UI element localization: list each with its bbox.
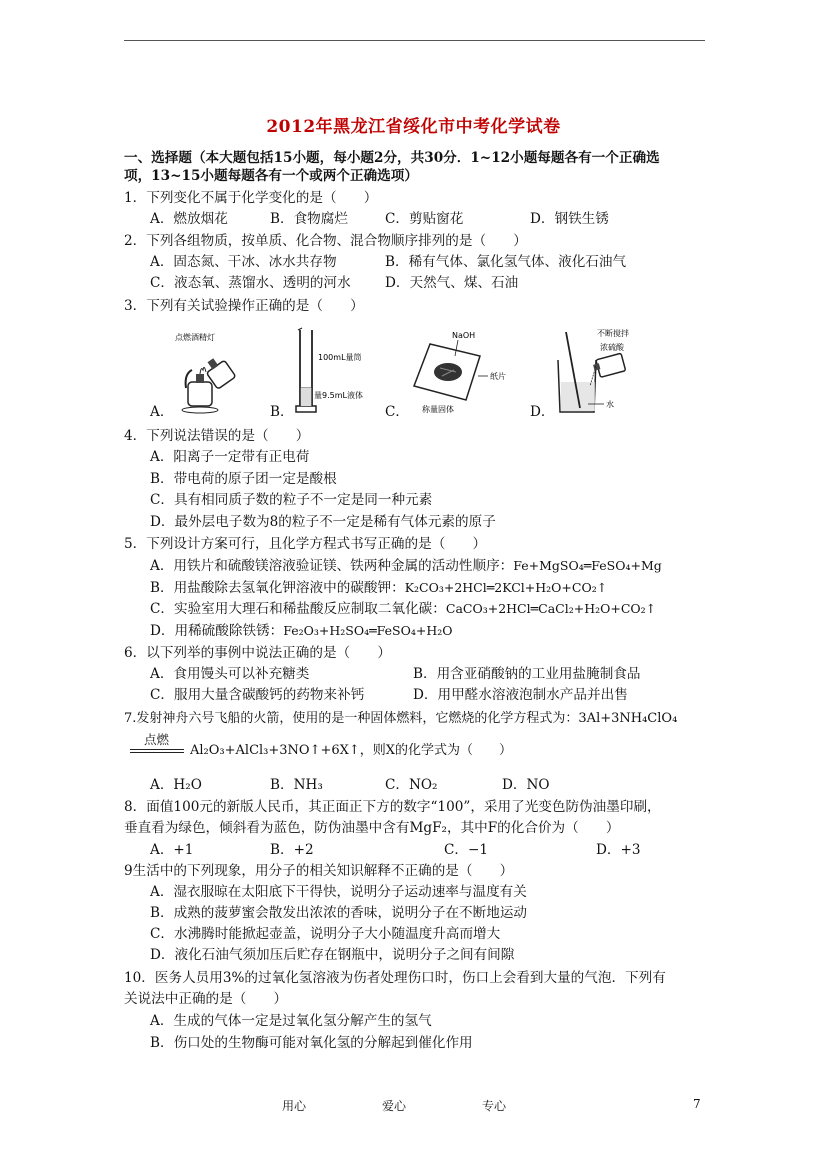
q10-line1: 10．医务人员用3%的过氧化氢溶液为伤者处理伤口时，伤口上会看到大量的气泡．下列有: [124, 970, 666, 986]
q7-condition-text: 点燃: [144, 732, 170, 747]
q10-option-b: B．伤口处的生物酶可能对氧化氢的分解起到催化作用: [150, 1035, 473, 1051]
q5-option-a-equation: Fe+MgSO₄═FeSO₄+Mg: [513, 558, 662, 573]
q4-stem: 4．下列说法错误的是（ ）: [124, 428, 310, 444]
q1-option-c: C．剪贴窗花: [385, 211, 464, 227]
q6-stem: 6．以下列举的事例中说法正确的是（ ）: [124, 645, 391, 661]
q3-option-b: B．: [270, 404, 294, 420]
exam-title: 2012年黑龙江省绥化市中考化学试卷: [266, 117, 561, 137]
q1-option-d: D．钢铁生锈: [530, 211, 609, 227]
q5-option-a-text: A．用铁片和硫酸镁溶液验证镁、铁两种金属的活动性顺序：: [150, 558, 514, 574]
q9-option-a: A．湿衣服晾在太阳底下干得快，说明分子运动速率与温度有关: [150, 884, 527, 900]
q2-option-d: D．天然气、煤、石油: [385, 275, 519, 291]
q7-reaction-condition: [130, 730, 184, 750]
q5-option-d-equation: Fe₂O₃+H₂SO₄═FeSO₄+H₂O: [283, 623, 453, 638]
q5-option-d: [150, 621, 452, 641]
q9-option-c: C．水沸腾时能掀起壶盖，说明分子大小随温度升高而增大: [150, 926, 501, 942]
q2-stem: 2．下列各组物质，按单质、化合物、混合物顺序排列的是（ ）: [124, 233, 527, 249]
footer-item-2: 爱心: [382, 1099, 407, 1113]
q1-stem: 1．下列变化不属于化学变化的是（ ）: [124, 190, 378, 206]
q4-option-a: A．阳离子一定带有正电荷: [150, 449, 310, 465]
q10-line2: 关说法中正确的是（ ）: [124, 991, 288, 1007]
q10-option-a: A．生成的气体一定是过氧化氢分解产生的氢气: [150, 1013, 432, 1029]
footer-item-3: 专心: [482, 1099, 507, 1113]
q5-option-c: [150, 599, 656, 619]
q2-option-b: B．稀有气体、氯化氢气体、液化石油气: [385, 254, 627, 270]
q6-option-c: C．服用大量含碳酸钙的药物来补钙: [150, 687, 365, 703]
q5-option-b: [150, 578, 607, 598]
q4-option-c: C．具有相同质子数的粒子不一定是同一种元素: [150, 492, 433, 508]
section-heading-line1: 一、选择题（本大题包括15小题，每小题2分，共30分．1~12小题每题各有一个正确选: [124, 150, 660, 166]
q8-option-d: D．+3: [596, 842, 641, 858]
q6-option-b: B．用含亚硝酸钠的工业用盐腌制食品: [413, 666, 641, 682]
q3-figure-d-dilution: [552, 326, 662, 418]
footer-item-1: 用心: [282, 1099, 307, 1113]
q7-option-b: B．NH₃: [270, 777, 323, 793]
q5-option-c-text: C．实验室用大理石和稀盐酸反应制取二氧化碳：: [150, 601, 446, 617]
q8-option-b: B．+2: [270, 842, 314, 858]
q2-option-a: A．固态氮、干冰、冰水共存物: [150, 254, 337, 270]
q4-option-d: D．最外层电子数为8的粒子不一定是稀有气体元素的原子: [150, 514, 496, 530]
q3-stem: 3．下列有关试验操作正确的是（ ）: [124, 298, 364, 314]
q5-option-d-text: D．用稀硫酸除铁锈：: [150, 623, 284, 639]
q8-line1: 8．面值100元的新版人民币，其正面正下方的数字“100”，采用了光变色防伪油墨印刷，: [124, 799, 661, 815]
q3-figure-a-lighting-lamp: [170, 330, 245, 415]
q3-option-a: A．: [150, 404, 174, 420]
page-number: 7: [693, 1097, 701, 1111]
q9-stem: 9生活中的下列现象，用分子的相关知识解释不正确的是（ ）: [124, 863, 514, 879]
q5-option-a: [150, 556, 662, 576]
q8-option-c: C．−1: [444, 842, 489, 858]
q3-figure-c-label3: 称量固体: [422, 405, 454, 414]
q3-figure-c-weighing: [400, 326, 510, 416]
q7-equation-rest: Al₂O₃+AlCl₃+3NO↑+6X↑，则X的化学式为（ ）: [190, 743, 513, 758]
q3-figure-d-label2: 浓硫酸: [600, 343, 624, 352]
q5-option-b-equation: K₂CO₃+2HCl═2KCl+H₂O+CO₂↑: [404, 580, 608, 595]
q3-figure-c-label1: NaOH: [452, 331, 476, 340]
q1-option-b: B．食物腐烂: [270, 211, 348, 227]
q3-figure-b-cylinder: [288, 326, 373, 418]
q5-option-c-equation: CaCO₃+2HCl═CaCl₂+H₂O+CO₂↑: [445, 601, 657, 616]
q3-figure-b-label1: 100mL量筒: [318, 353, 362, 362]
q1-option-a: A．燃放烟花: [150, 211, 228, 227]
q6-option-a: A．食用馒头可以补充糖类: [150, 666, 310, 682]
q2-option-c: C．液态氧、蒸馏水、透明的河水: [150, 275, 351, 291]
q3-figure-c-label2: 纸片: [490, 372, 506, 381]
q4-option-b: B．带电荷的原子团一定是酸根: [150, 471, 337, 487]
q8-option-a: A．+1: [150, 842, 194, 858]
q3-figure-b-label2: 量9.5mL液体: [314, 391, 363, 400]
section-heading-line2: 项，13~15小题每题各有一个或两个正确选项）: [124, 168, 418, 184]
q5-stem: 5．下列设计方案可行，且化学方程式书写正确的是（ ）: [124, 536, 487, 552]
q8-line2: 垂直看为绿色，倾斜看为蓝色，防伪油墨中含有MgF₂，其中F的化合价为（ ）: [124, 820, 620, 836]
q3-option-c: C．: [385, 404, 409, 420]
q3-option-d: D．: [530, 404, 555, 420]
q5-option-b-text: B．用盐酸除去氢氧化钾溶液中的碳酸钾：: [150, 580, 405, 596]
q3-figure-d-label1: 不断搅拌: [597, 329, 629, 338]
q9-option-d: D．液化石油气须加压后贮存在钢瓶中，说明分子之间有间隙: [150, 947, 515, 963]
q9-option-b: B．成熟的菠萝蜜会散发出浓浓的香味，说明分子在不断地运动: [150, 905, 528, 921]
q7-option-a: A．H₂O: [150, 777, 202, 793]
q3-figure-d-label3: 水: [606, 400, 614, 409]
q7-option-d: D．NO: [502, 777, 550, 793]
q7-option-c: C．NO₂: [385, 777, 438, 793]
q7-stem: 7.发射神舟六号飞船的火箭，使用的是一种固体燃料，它燃烧的化学方程式为：3Al+3NH₄ClO₄: [124, 711, 678, 726]
q3-figure-a-label: 点燃酒精灯: [175, 333, 215, 342]
q6-option-d: D．用甲醛水溶液泡制水产品并出售: [413, 687, 628, 703]
header-rule: [124, 40, 705, 41]
